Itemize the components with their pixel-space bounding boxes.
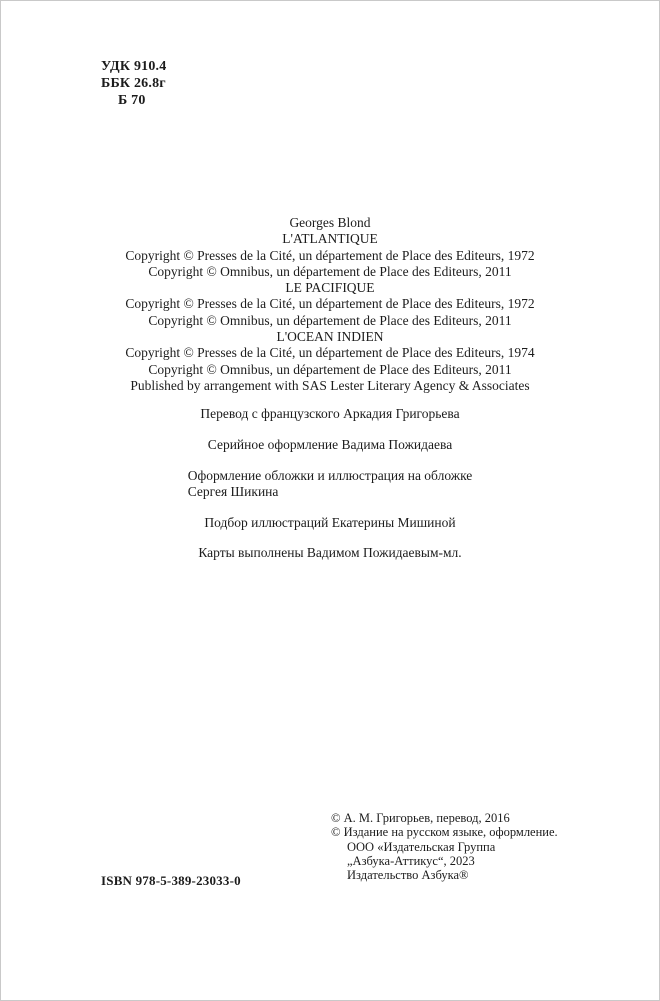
cover-design-credit-line: Оформление обложки и иллюстрация на обложке	[187, 467, 473, 483]
classification-block	[101, 58, 166, 109]
cover-design-credit	[1, 468, 659, 501]
copyright-line: Copyright © Presses de la Cité, un département de Place des Editeurs, 1972	[125, 296, 535, 312]
copyright-line: Copyright © Presses de la Cité, un département de Place des Editeurs, 1974	[125, 345, 535, 361]
copyright-line: Copyright © Omnibus, un département de Place des Editeurs, 2011	[148, 263, 512, 279]
translation-credit: Перевод с французского Аркадия Григорьева	[200, 406, 460, 421]
author-sign-code: Б 70	[118, 93, 146, 108]
isbn: ISBN 978-5-389-23033-0	[101, 873, 241, 888]
original-author: Georges Blond	[289, 215, 371, 230]
bbk-code: ББК 26.8г	[101, 76, 166, 91]
published-by-line: Published by arrangement with SAS Lester Literary Agency & Associates	[130, 377, 530, 393]
publisher-group-line: ООО «Издательская Группа	[347, 839, 496, 854]
copyright-line: Copyright © Presses de la Cité, un département de Place des Editeurs, 1972	[125, 247, 535, 263]
russian-rights-block	[331, 811, 558, 882]
original-title-pacifique: LE PACIFIQUE	[285, 280, 375, 296]
copyright-line: Copyright © Omnibus, un département de Place des Editeurs, 2011	[148, 361, 512, 377]
maps-credit: Карты выполнены Вадимом Пожидаевым-мл.	[198, 545, 462, 561]
cover-design-credit-lines	[188, 468, 473, 501]
original-title-atlantique: L'ATLANTIQUE	[282, 231, 378, 247]
edition-copyright: © Издание на русском языке, оформление.	[331, 825, 558, 840]
publisher-imprint-line: Издательство Азбука®	[347, 868, 469, 883]
copyright-line: Copyright © Omnibus, un département de Place des Editeurs, 2011	[148, 312, 512, 328]
cover-design-credit-name: Сергея Шикина	[187, 483, 279, 499]
udk-code: УДК 910.4	[101, 59, 167, 74]
translator-copyright: © А. М. Григорьев, перевод, 2016	[331, 811, 510, 825]
original-title-ocean-indien: L'OCEAN INDIEN	[276, 329, 384, 345]
illustrations-credit: Подбор иллюстраций Екатерины Мишиной	[204, 514, 456, 530]
publisher-name-year-line: „Азбука-Аттикус“, 2023	[347, 853, 475, 868]
original-copyright-block	[1, 215, 659, 394]
series-design-credit: Серийное оформление Вадима Пожидаева	[207, 436, 453, 452]
credits-block	[1, 406, 659, 576]
